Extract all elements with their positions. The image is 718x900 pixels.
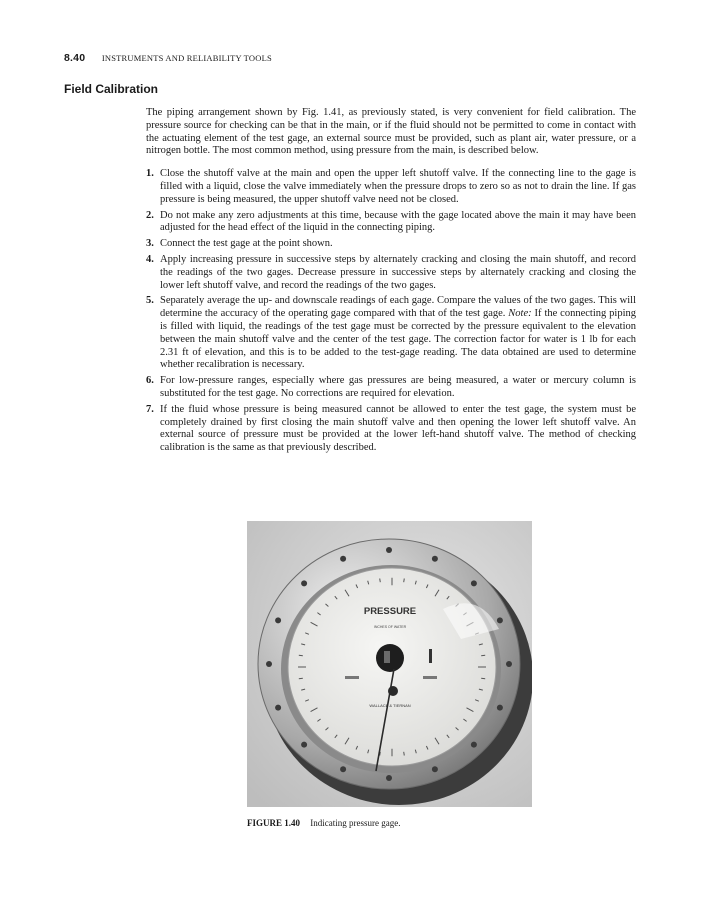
dial-title: PRESSURE bbox=[363, 606, 417, 617]
step-item: 7. If the fluid whose pressure is being measured cannot be allowed to enter the test gage, the system must be completely drained by first closing the main shutoff valve and then opening the lower left shutoff valve. An external source of pressure must be provided at the lower left-hand shutoff valve. The method of checking calibration is the same as that previously described. bbox=[146, 403, 636, 454]
dial-maker: WALLACE & TIERNAN bbox=[369, 703, 411, 708]
dial-tick bbox=[404, 752, 405, 756]
dial-units: INCHES OF WATER bbox=[373, 625, 407, 629]
rim-bolt bbox=[275, 617, 281, 623]
rim-bolt bbox=[497, 617, 503, 623]
rim-bolt bbox=[386, 775, 392, 781]
dial-tick bbox=[380, 579, 381, 583]
figure-caption-text: Indicating pressure gage. bbox=[310, 818, 401, 828]
page-number: 8.40 bbox=[64, 52, 86, 64]
rim-bolt bbox=[506, 661, 512, 667]
rim-bolt bbox=[432, 556, 438, 562]
dial-tick bbox=[299, 678, 303, 679]
pressure-gage-photo bbox=[247, 521, 532, 807]
calibration-steps bbox=[146, 168, 636, 455]
rim-bolt bbox=[301, 742, 307, 748]
running-section-title: INSTRUMENTS AND RELIABILITY TOOLS bbox=[101, 53, 272, 63]
step-item: 4. Apply increasing pressure in successive steps by alternately cracking and closing the main shutoff, and record the readings of the two gages. Decrease pressure in successive steps by alternately cracking and closing the lower left shutoff valve, and record the readings of the two gages. bbox=[146, 253, 636, 291]
note-label: Note: bbox=[508, 308, 532, 320]
rim-bolt bbox=[266, 661, 272, 667]
dial-tick bbox=[481, 678, 485, 679]
step-item: 2. Do not make any zero adjustments at this time, because with the gage located above the main it may have been adjusted for the head effect of the liquid in the connecting piping. bbox=[146, 209, 636, 234]
intro-paragraph: The piping arrangement shown by Fig. 1.41, as previously stated, is very convenient for field calibration. The pressure source for checking can be that in the main, or if the fluid should not be permitted to come in contact with the actuating element of the test gage, an external source must be provided, such as plant air, water pressure, or a nitrogen bottle. The most common method, using pressure from the main, is described below. bbox=[146, 107, 636, 157]
rim-bolt bbox=[432, 766, 438, 772]
rim-bolt bbox=[471, 742, 477, 748]
dial-tick bbox=[404, 579, 405, 583]
step-item: 3. Connect the test gage at the point shown. bbox=[146, 238, 333, 250]
step-item: 1. Close the shutoff valve at the main and open the upper left shutoff valve. If the connecting line to the gage is filled with a liquid, close the valve immediately when the pressure drops to zero so as not to drain the line. If gas pressure is being measured, the upper shutoff valve need not be closed. bbox=[146, 168, 636, 205]
step-item: 5. Separately average the up- and downscale readings of each gage. Compare the values of the two gages. This will determine the accuracy of the operating gage compared with that of the test gage. Note: If the connecting piping is filled with liquid, the readings of the test gage must be corrected by the pressure equivalent to the elevation between the main shutoff valve and the center of the test gage. The correction factor for water is 1 lb for each 2.31 ft of elevation, and this is to be added to the test-gage reading. The data obtained are used to determine whether recalibration is necessary. bbox=[146, 295, 636, 371]
rim-bolt bbox=[340, 766, 346, 772]
dial-tick bbox=[481, 655, 485, 656]
figure-label: FIGURE 1.40 bbox=[247, 818, 301, 828]
section-heading: Field Calibration bbox=[64, 82, 159, 96]
rim-bolt bbox=[340, 556, 346, 562]
figure-caption bbox=[247, 818, 400, 828]
rim-bolt bbox=[301, 580, 307, 586]
rim-bolt bbox=[471, 580, 477, 586]
rim-bolt bbox=[386, 547, 392, 553]
rim-bolt bbox=[497, 705, 503, 711]
step-item: 6. For low-pressure ranges, especially where gas pressures are being measured, a water or mercury column is substituted for the test gage. No corrections are required for elevation. bbox=[146, 375, 636, 399]
body-text bbox=[146, 107, 636, 458]
running-head bbox=[64, 52, 272, 64]
rim-bolt bbox=[275, 705, 281, 711]
dial-tick bbox=[299, 655, 303, 656]
